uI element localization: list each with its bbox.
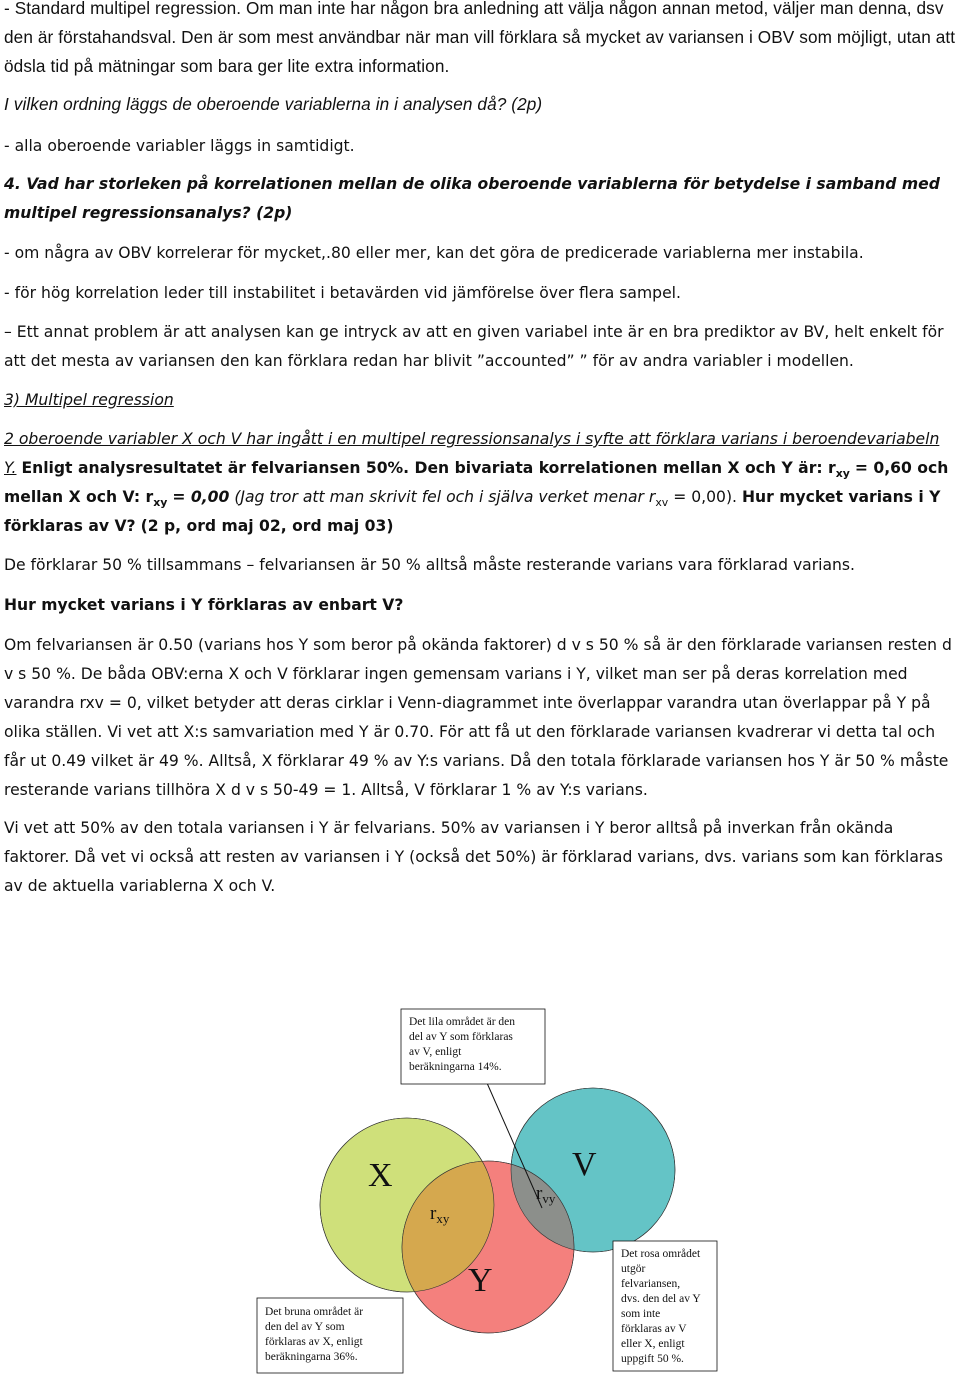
label-rxy-sub: xy bbox=[436, 1211, 450, 1226]
question-bold-2: = 0,60 och mellan X och V: r bbox=[4, 459, 949, 506]
label-rvy-sub: vy bbox=[542, 1191, 556, 1206]
question-correlation: 4. Vad har storleken på korrelationen mellan de olika oberoende variablerna för betydelse i samband med multipel regressionsanalys? (2p) bbox=[4, 175, 940, 222]
note-bruna-line: beräkningarna 36%. bbox=[265, 1351, 358, 1363]
question-note-1: (Jag tror att man skrivit fel och i själva verket menar r bbox=[234, 488, 656, 506]
question-bold-4: Hur mycket varians i Y förklaras av V? bbox=[4, 488, 941, 535]
label-rxy-r: r bbox=[430, 1203, 437, 1224]
subscript-xy: xy bbox=[835, 467, 850, 481]
label-rvy-r: r bbox=[536, 1183, 543, 1204]
section-heading-text: 3) Multipel regression bbox=[4, 391, 174, 409]
question-order: I vilken ordning läggs de oberoende variablerna in i analysen då? (2p) bbox=[4, 94, 543, 114]
note-bruna-line: Det bruna området är bbox=[265, 1306, 364, 1318]
question-bold-5: (2 p, ord maj 02, ord maj 03) bbox=[140, 517, 394, 535]
venn-diagram bbox=[0, 990, 960, 1380]
note-lila-line: beräkningarna 14%. bbox=[409, 1061, 502, 1073]
question-note-2: = 0,00). bbox=[673, 488, 738, 506]
note-rosa-line: dvs. den del av Y bbox=[621, 1293, 701, 1305]
answer-correlation-a: - om några av OBV korrelerar för mycket,.80 eller mer, kan det göra de predicerade variablerna mer instabila. bbox=[4, 244, 864, 262]
note-rosa-line: förklaras av V bbox=[621, 1323, 687, 1335]
note-lila-line: av V, enligt bbox=[409, 1046, 462, 1058]
answer-correlation-b: - för hög korrelation leder till instabilitet i betavärden vid jämförelse över flera sampel. bbox=[4, 284, 681, 302]
answer-last: Vi vet att 50% av den totala variansen i Y är felvarians. 50% av variansen i Y beror alltså på inverkan från okända faktorer. Då vet vi också att resten av variansen i Y (också det 50%) är förklarad varians, dvs. varians som kan förklaras av de aktuella variablerna X och V. bbox=[4, 819, 943, 895]
note-rosa-line: felvariansen, bbox=[621, 1278, 681, 1290]
question-bold-3: = 0,00 bbox=[172, 488, 230, 506]
label-v: V bbox=[572, 1146, 597, 1183]
note-lila-line: Det lila området är den bbox=[409, 1016, 516, 1028]
note-bruna-line: förklaras av X, enligt bbox=[265, 1336, 363, 1348]
section-heading bbox=[4, 386, 956, 415]
note-rosa-line: uppgift 50 %. bbox=[621, 1353, 684, 1365]
note-lila-line: del av Y som förklaras bbox=[409, 1031, 513, 1043]
intro-paragraph: - Standard multipel regression. Om man inte har någon bra anledning att välja någon annan metod, väljer man denna, dsv den är förstahandsval. Den är som mest användbar när man vill förklara så mycket av variansen i OBV som möjligt, utan att ödsla tid på mätningar som bara ger lite extra information. bbox=[4, 0, 956, 76]
note-box-rosa bbox=[613, 1241, 717, 1371]
answer-order: - alla oberoende variabler läggs in samtidigt. bbox=[4, 137, 355, 155]
note-rosa-line: som inte bbox=[621, 1308, 661, 1320]
note-rosa-line: utgör bbox=[621, 1263, 646, 1275]
answer-correlation-c: – Ett annat problem är att analysen kan ge intryck av att en given variabel inte är en bra prediktor av BV, helt enkelt för att det mesta av variansen den kan förklara redan har blivit ”accounted” ” för av andra variabler i modellen. bbox=[4, 323, 944, 370]
answer-total: De förklarar 50 % tillsammans – felvariansen är 50 % alltså måste resterande varians vara förklarad varians. bbox=[4, 556, 855, 574]
subscript-xy-2: xy bbox=[153, 496, 168, 510]
label-x: X bbox=[368, 1157, 393, 1194]
question-multipel bbox=[4, 425, 956, 541]
question-enbart: Hur mycket varians i Y förklaras av enbart V? bbox=[4, 596, 404, 614]
answer-long: Om felvariansen är 0.50 (varians hos Y som beror på okända faktorer) d v s 50 % så är den förklarade variansen resten d v s 50 %. De båda OBV:erna X och V förklarar ingen gemensam varians i Y, vilket man ser på deras korrelation med varandra rxv = 0, vilket betyder att deras cirklar i Venn-diagrammet inte överlappar varandra utan överlappar på Y på olika ställen. Vi vet att X:s samvariation med Y är 0.70. För att få ut den förklarade variansen kvadrerar vi detta tal och får ut 0.49 vilket är 49 %. Alltså, X förklarar 49 % av Y:s varians. Då den totala förklarade variansen hos Y är 50 % måste resterande varians tillhöra X d v s 50-49 = 1. Alltså, V förklarar 1 % av Y:s varians. bbox=[4, 636, 952, 799]
subscript-xv: xv bbox=[655, 496, 669, 510]
label-y: Y bbox=[468, 1262, 493, 1299]
question-bold-1: Enligt analysresultatet är felvariansen 50%. Den bivariata korrelationen mellan X och Y är: r bbox=[21, 459, 836, 477]
note-rosa-line: Det rosa området bbox=[621, 1248, 701, 1260]
note-bruna-line: den del av Y som bbox=[265, 1321, 345, 1333]
question-intro: 2 oberoende variabler X och V har ingått i en multipel regressionsanalys i syfte att förklara varians i beroendevariabeln Y. bbox=[4, 430, 940, 477]
note-rosa-line: eller X, enligt bbox=[621, 1338, 685, 1350]
